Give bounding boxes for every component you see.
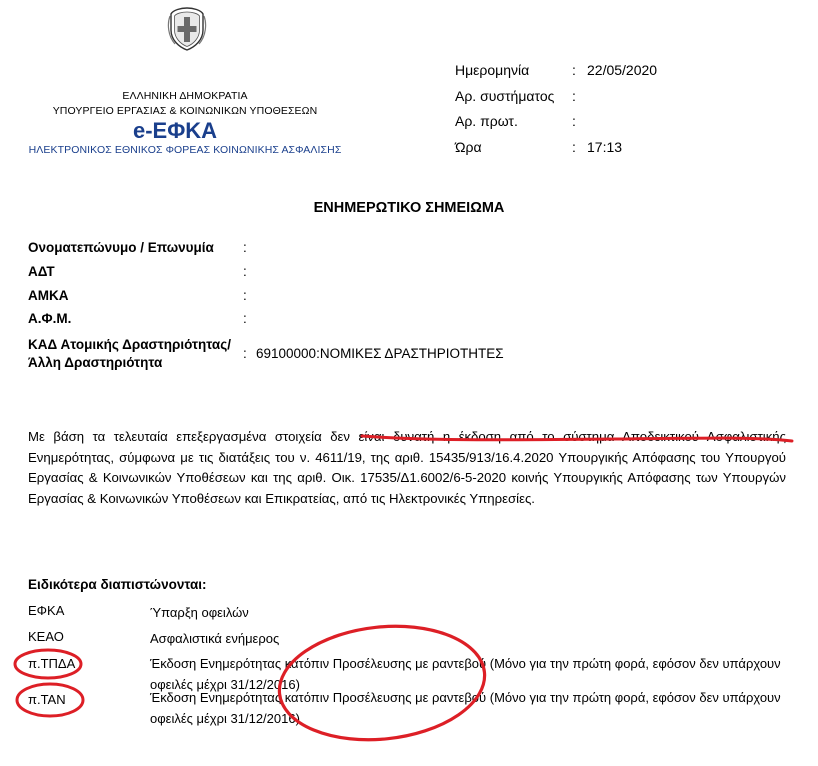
finding-code: π.ΤΑΝ (28, 692, 66, 707)
finding-text: Ύπαρξη οφειλών (150, 605, 249, 620)
finding-text: Έκδοση Ενημερότητας κατόπιν Προσέλευσης με ραντεβού (Μόνο για την πρώτη φορά, εφόσον δεν υπάρχουν οφειλές μέχρι 31/12/2016) (150, 690, 781, 726)
finding-text: Έκδοση Ενημερότητας κατόπιν Προσέλευσης με ραντεβού (Μόνο για την πρώτη φορά, εφόσον δεν υπάρχουν οφειλές μέχρι 31/12/2016) (150, 656, 781, 692)
finding-text: Ασφαλιστικά ενήμερος (150, 631, 280, 646)
afm-colon: : (243, 311, 247, 326)
finding-code: ΚΕΑΟ (28, 629, 64, 644)
protocol-no-label: Αρ. πρωτ. (455, 113, 518, 129)
org-line-3: ΗΛΕΚΤΡΟΝΙΚΟΣ ΕΘΝΙΚΟΣ ΦΟΡΕΑΣ ΚΟΙΝΩΝΙΚΗΣ ΑΣΦΑΛΙΣΗΣ (28, 144, 342, 156)
body-highlight: δεν είναι δυνατή η έκδοση από το σύστημα Αποδεικτικού (330, 429, 700, 444)
org-line-1: ΕΛΛΗΝΙΚΗ ΔΗΜΟΚΡΑΤΙΑ (122, 90, 248, 102)
kad-colon: : (243, 346, 247, 361)
kad-label-line2: Άλλη Δραστηριότητα (28, 355, 163, 370)
afm-label: Α.Φ.Μ. (28, 311, 72, 326)
body-rest: Ασφαλιστικής Ενημερότητας, σύμφωνα με τις διατάξεις του ν. 4611/19, της αριθ. 15435/913/16.4.2020 Υπουργικής Απόφασης του Υπουργού Εργασίας & Κοινωνικών Υποθέσεων και της αριθ. Οικ. 17535/Δ1.6002/6-5-2020 κοινής Υπουργικής Απόφασης των Υπουργών Εργασίας & Κοινωνικών Υποθέσεων και Επικρατείας, από τις Ηλεκτρονικές Υπηρεσίες. (28, 429, 786, 506)
red-circle-appointment (274, 617, 491, 750)
date-colon: : (572, 62, 576, 78)
amka-colon: : (243, 288, 247, 303)
time-label: Ώρα (455, 139, 482, 155)
date-value: 22/05/2020 (587, 62, 658, 78)
org-line-2: ΥΠΟΥΡΓΕΙΟ ΕΡΓΑΣΙΑΣ & ΚΟΙΝΩΝΙΚΩΝ ΥΠΟΘΕΣΕΩΝ (52, 105, 318, 117)
findings-heading: Ειδικότερα διαπιστώνονται: (28, 577, 207, 592)
date-label: Ημερομηνία (455, 62, 530, 78)
body-prefix: Με βάση τα τελευταία επεξεργασμένα στοιχεία (28, 429, 331, 444)
amka-label: ΑΜΚΑ (28, 288, 69, 303)
system-no-colon: : (572, 88, 576, 104)
name-colon: : (243, 240, 247, 255)
protocol-no-colon: : (572, 113, 576, 129)
document-title: ΕΝΗΜΕΡΩΤΙΚΟ ΣΗΜΕΙΩΜΑ (313, 200, 505, 216)
finding-code: π.ΤΠΔΑ (28, 656, 76, 671)
name-label: Ονοματεπώνυμο / Επωνυμία (28, 240, 214, 255)
kad-label-line1: ΚΑΔ Ατομικής Δραστηριότητας/ (28, 337, 231, 352)
finding-code: ΕΦΚΑ (28, 603, 65, 618)
red-circle-tan (17, 684, 83, 716)
time-value: 17:13 (587, 139, 623, 155)
time-colon: : (572, 139, 576, 155)
red-underline (362, 436, 792, 441)
red-circle-tpda (15, 650, 81, 678)
kad-value: 69100000:ΝΟΜΙΚΕΣ ΔΡΑΣΤΗΡΙΟΤΗΤΕΣ (256, 346, 504, 361)
adt-label: ΑΔΤ (28, 264, 55, 279)
adt-colon: : (243, 264, 247, 279)
system-no-label: Αρ. συστήματος (455, 88, 555, 104)
efka-brand-logo: e-ΕΦΚΑ (132, 118, 218, 143)
